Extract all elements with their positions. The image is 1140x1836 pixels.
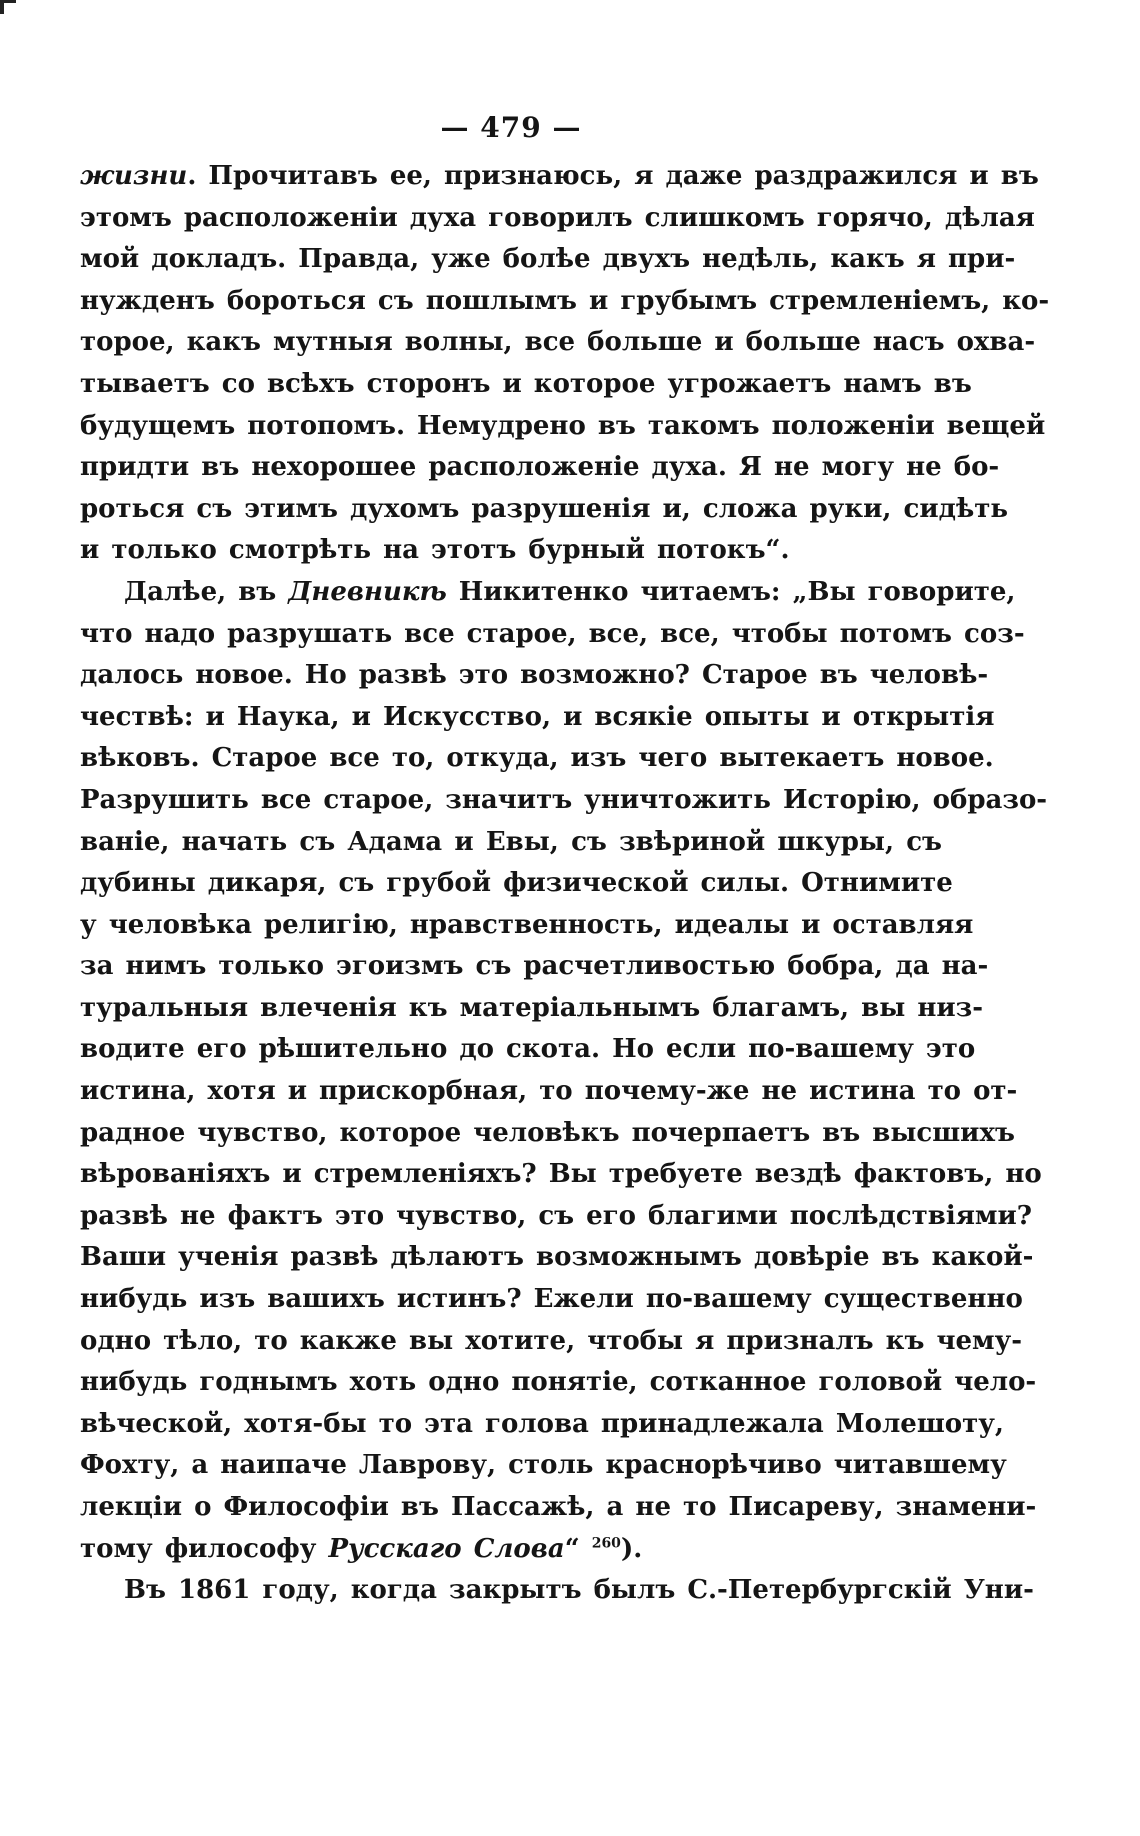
line-text: этомъ расположеніи духа говорилъ слишкомъ горячо, дѣлая bbox=[80, 202, 1035, 233]
text-line bbox=[80, 1445, 1007, 1487]
line-text: Далѣе, въ bbox=[124, 576, 289, 607]
text-line bbox=[80, 322, 1036, 364]
text-line bbox=[80, 1487, 1037, 1529]
line-text: Фохту, а наипаче Лаврову, столь краснорѣчиво читавшему bbox=[80, 1450, 1007, 1481]
page-number: — 479 — bbox=[440, 111, 582, 144]
text-line bbox=[80, 655, 989, 697]
line-text: вѣрованіяхъ и стремленіяхъ? Вы требуете вездѣ фактовъ, но bbox=[80, 1159, 1042, 1190]
text-line bbox=[80, 905, 974, 947]
line-text: Ваши ученія развѣ дѣлаютъ возможнымъ довѣріе въ какой- bbox=[80, 1242, 1034, 1273]
text-line bbox=[80, 780, 1048, 822]
text-line bbox=[80, 1237, 1034, 1279]
line-text: роться съ этимъ духомъ разрушенія и, сложа руки, сидѣть bbox=[80, 493, 1009, 524]
book-page bbox=[80, 108, 1050, 1668]
line-text: и только смотрѣть на этотъ бурный потокъ“. bbox=[80, 535, 790, 566]
line-text: тываетъ со всѣхъ сторонъ и которое угрожаетъ намъ въ bbox=[80, 368, 972, 399]
text-line bbox=[80, 988, 984, 1030]
footnote-ref: 260 bbox=[591, 1534, 621, 1551]
line-text: дубины дикаря, съ грубой физической силы. Отнимите bbox=[80, 868, 953, 899]
italic-text: Русскаго Слова bbox=[328, 1533, 565, 1564]
line-text: водите его рѣшительно до скота. Но если по-вашему это bbox=[80, 1034, 976, 1065]
line-text: ваніе, начать съ Адама и Евы, съ звѣриной шкуры, съ bbox=[80, 826, 942, 857]
line-text: нужденъ бороться съ пошлымъ и грубымъ стремленіемъ, ко- bbox=[80, 285, 1050, 316]
line-text: чествѣ: и Наука, и Искусство, и всякіе опыты и открытія bbox=[80, 701, 995, 732]
text-line bbox=[80, 1071, 1018, 1113]
line-text: “ bbox=[564, 1533, 592, 1564]
line-text: вѣковъ. Старое все то, откуда, изъ чего вытекаетъ новое. bbox=[80, 743, 994, 774]
line-text: придти въ нехорошее расположеніе духа. Я не могу не бо- bbox=[80, 452, 1000, 483]
text-line bbox=[80, 1362, 1037, 1404]
line-text: Разрушить все старое, значитъ уничтожить Исторію, образо- bbox=[80, 784, 1048, 815]
line-text: одно тѣло, то какже вы хотите, чтобы я призналъ къ чему- bbox=[80, 1325, 1023, 1356]
text-line bbox=[80, 697, 995, 739]
text-line bbox=[80, 614, 1025, 656]
body-text bbox=[80, 156, 1050, 1612]
text-line bbox=[80, 489, 1009, 531]
text-line bbox=[80, 447, 1000, 489]
text-line bbox=[80, 281, 1050, 323]
text-line bbox=[80, 1029, 976, 1071]
text-line bbox=[80, 1196, 1033, 1238]
line-text: туральныя влеченія къ матеріальнымъ благамъ, вы низ- bbox=[80, 992, 984, 1023]
text-line bbox=[80, 156, 1039, 198]
italic-text: жизни bbox=[80, 161, 188, 191]
text-line bbox=[80, 1279, 1023, 1321]
text-line bbox=[80, 1404, 1004, 1446]
line-text: нибудь годнымъ хоть одно понятіе, сотканное головой чело- bbox=[80, 1367, 1037, 1398]
line-text: . Прочитавъ ее, признаюсь, я даже раздражился и въ bbox=[187, 161, 1039, 191]
line-text: вѣческой, хотя-бы то эта голова принадлежала Молешоту, bbox=[80, 1408, 1004, 1439]
line-text: мой докладъ. Правда, уже болѣе двухъ недѣль, какъ я при- bbox=[80, 244, 1016, 275]
line-text: Никитенко читаемъ: „Вы говорите, bbox=[446, 576, 1016, 607]
line-text: Въ 1861 году, когда закрытъ былъ С.-Петербургскій Уни- bbox=[124, 1575, 1034, 1606]
text-line bbox=[80, 1529, 942, 1571]
line-text: истина, хотя и прискорбная, то почему-же не истина то от- bbox=[80, 1076, 1018, 1107]
line-text: что надо разрушать все старое, все, все, чтобы потомъ соз- bbox=[80, 618, 1025, 649]
text-line bbox=[80, 1321, 1023, 1363]
line-text: за нимъ только эгоизмъ съ расчетливостью бобра, да на- bbox=[80, 951, 989, 982]
text-line bbox=[80, 1113, 1015, 1155]
text-line bbox=[80, 530, 942, 572]
text-line bbox=[80, 572, 1016, 614]
italic-text: Дневникѣ bbox=[288, 576, 447, 607]
text-line bbox=[80, 406, 1046, 448]
text-line bbox=[80, 239, 1016, 281]
line-text: радное чувство, которое человѣкъ почерпаетъ въ высшихъ bbox=[80, 1117, 1015, 1148]
line-text: далось новое. Но развѣ это возможно? Старое въ человѣ- bbox=[80, 660, 989, 691]
line-text: лекціи о Философіи въ Пассажѣ, а не то Писареву, знамени- bbox=[80, 1492, 1037, 1522]
text-line bbox=[80, 946, 989, 988]
text-line bbox=[80, 863, 953, 905]
line-text: торое, какъ мутныя волны, все больше и больше насъ охва- bbox=[80, 327, 1036, 358]
line-text: будущемъ потопомъ. Немудрено въ такомъ положеніи вещей bbox=[80, 410, 1046, 441]
line-text: ). bbox=[620, 1533, 643, 1564]
text-line bbox=[80, 1570, 1034, 1612]
line-text: у человѣка религію, нравственность, идеалы и оставляя bbox=[80, 909, 974, 940]
text-line bbox=[80, 364, 972, 406]
text-line bbox=[80, 198, 1035, 240]
text-line bbox=[80, 1154, 1042, 1196]
line-text: нибудь изъ вашихъ истинъ? Ежели по-вашему существенно bbox=[80, 1284, 1023, 1315]
text-line bbox=[80, 738, 994, 780]
line-text: развѣ не фактъ это чувство, съ его благими послѣдствіями? bbox=[80, 1200, 1033, 1231]
line-text: тому философу bbox=[80, 1533, 329, 1564]
scan-corner-mark bbox=[0, 0, 16, 3]
text-line bbox=[80, 822, 942, 864]
